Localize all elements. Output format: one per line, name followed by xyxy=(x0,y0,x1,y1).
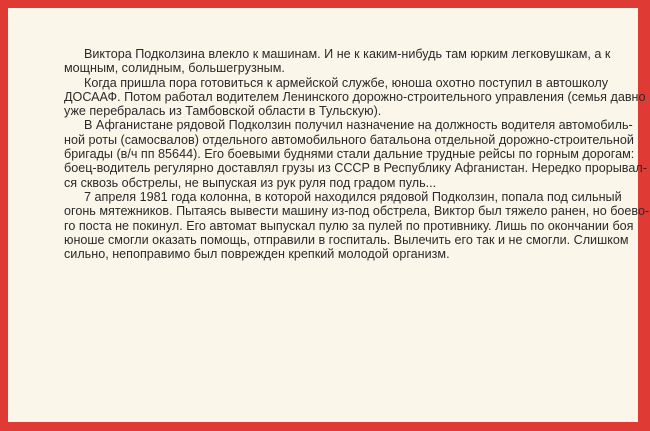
text-line: В Афганистане рядовой Подколзин получил назначение на должность водителя автомобиль- xyxy=(84,118,633,133)
text-line: 7 апреля 1981 года колонна, в которой находился рядовой Подколзин, попала под сильный xyxy=(84,189,622,204)
text-line: мощным, солидным, большегрузным. xyxy=(64,61,285,76)
text-block xyxy=(64,47,650,262)
text-line: го поста не покинул. Его автомат выпускал пулю за пулей по противнику. Лишь по окончании боя xyxy=(64,218,634,233)
text-line: ся сквозь обстрелы, не выпуская из рук руля под градом пуль... xyxy=(64,175,437,190)
text-line: уже перебралась из Тамбовской области в Тульскую). xyxy=(64,104,382,119)
text-line: юноше смогли оказать помощь, отправили в госпиталь. Вылечить его так и не смогли. Слишком xyxy=(64,232,629,247)
text-line: Когда пришла пора готовиться к армейской службе, юноша охотно поступил в автошколу xyxy=(84,75,609,90)
paragraph-3 xyxy=(64,118,647,190)
document-page xyxy=(8,8,650,422)
paragraph-1 xyxy=(64,47,638,76)
text-line: сильно, непоправимо был поврежден крепкий молодой организм. xyxy=(64,247,450,262)
paragraph-4 xyxy=(64,189,650,262)
text-line: боец-водитель регулярно доставлял грузы из СССР в Республику Афганистан. Нередко прорывал- xyxy=(64,161,647,176)
text-line: огонь мятежников. Пытаясь вывести машину из-под обстрела, Виктор был тяжело ранен, но боево- xyxy=(64,204,650,219)
text-line: Виктора Подколзина влекло к машинам. И не к каким-нибудь там юрким легковушкам, а к xyxy=(84,47,611,61)
paragraph-2 xyxy=(64,75,646,119)
text-line: бригады (в/ч пп 85644). Его боевыми буднями стали дальние трудные рейсы по горным дорогам: xyxy=(64,147,635,162)
text-line: ной роты (самосвалов) отдельного автомобильного батальона отдельной дорожно-строительной xyxy=(64,132,634,147)
text-line: ДОСААФ. Потом работал водителем Ленинского дорожно-строительного управления (семья давно xyxy=(64,89,646,104)
